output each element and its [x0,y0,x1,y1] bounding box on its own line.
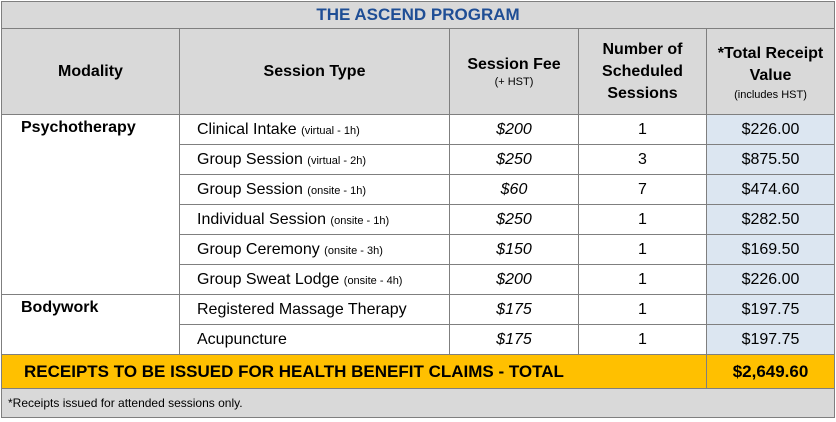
session-type-cell: Acupuncture [180,325,450,355]
fee-cell: $250 [450,205,579,235]
session-type-cell: Registered Massage Therapy [180,295,450,325]
value-cell: $875.50 [707,145,835,175]
header-session-type: Session Type [180,29,450,115]
program-table [1,1,835,418]
session-type-cell: Clinical Intake (virtual - 1h) [180,115,450,145]
count-cell: 1 [579,205,707,235]
header-fee-sub: (+ HST) [494,75,534,88]
header-receipt-sub: (includes HST) [734,88,807,101]
fee-cell: $60 [450,175,579,205]
count-cell: 1 [579,265,707,295]
value-cell: $226.00 [707,265,835,295]
fee-cell: $250 [450,145,579,175]
header-row [2,29,835,115]
table-row [2,295,835,325]
value-cell: $282.50 [707,205,835,235]
total-label: RECEIPTS TO BE ISSUED FOR HEALTH BENEFIT CLAIMS - TOTAL [2,355,707,389]
header-session-fee [450,29,579,115]
total-row [2,355,835,389]
fee-cell: $175 [450,295,579,325]
header-num-line1: Number of [602,40,683,58]
count-cell: 1 [579,325,707,355]
session-type-cell: Group Session (onsite - 1h) [180,175,450,205]
value-cell: $169.50 [707,235,835,265]
header-number-sessions [579,29,707,115]
modality-cell: Psychotherapy [2,115,180,295]
session-type-cell: Individual Session (onsite - 1h) [180,205,450,235]
count-cell: 1 [579,295,707,325]
value-cell: $197.75 [707,325,835,355]
fee-cell: $150 [450,235,579,265]
session-type-cell: Group Session (virtual - 2h) [180,145,450,175]
value-cell: $474.60 [707,175,835,205]
footnote: *Receipts issued for attended sessions only. [2,389,835,418]
count-cell: 1 [579,235,707,265]
table-row [2,115,835,145]
value-cell: $197.75 [707,295,835,325]
value-cell: $226.00 [707,115,835,145]
header-modality: Modality [2,29,180,115]
total-value: $2,649.60 [707,355,835,389]
count-cell: 1 [579,115,707,145]
header-fee-label: Session Fee [467,55,561,73]
header-total-receipt [707,29,835,115]
table-title: THE ASCEND PROGRAM [2,2,835,29]
header-num-line2: Scheduled [602,62,683,80]
header-receipt-line2: Value [749,66,792,84]
fee-cell: $200 [450,115,579,145]
session-type-cell: Group Ceremony (onsite - 3h) [180,235,450,265]
session-type-cell: Group Sweat Lodge (onsite - 4h) [180,265,450,295]
header-receipt-line1: *Total Receipt [717,44,824,62]
footnote-row [2,389,835,418]
count-cell: 7 [579,175,707,205]
fee-cell: $200 [450,265,579,295]
modality-cell: Bodywork [2,295,180,355]
header-num-line3: Sessions [607,84,678,102]
fee-cell: $175 [450,325,579,355]
count-cell: 3 [579,145,707,175]
